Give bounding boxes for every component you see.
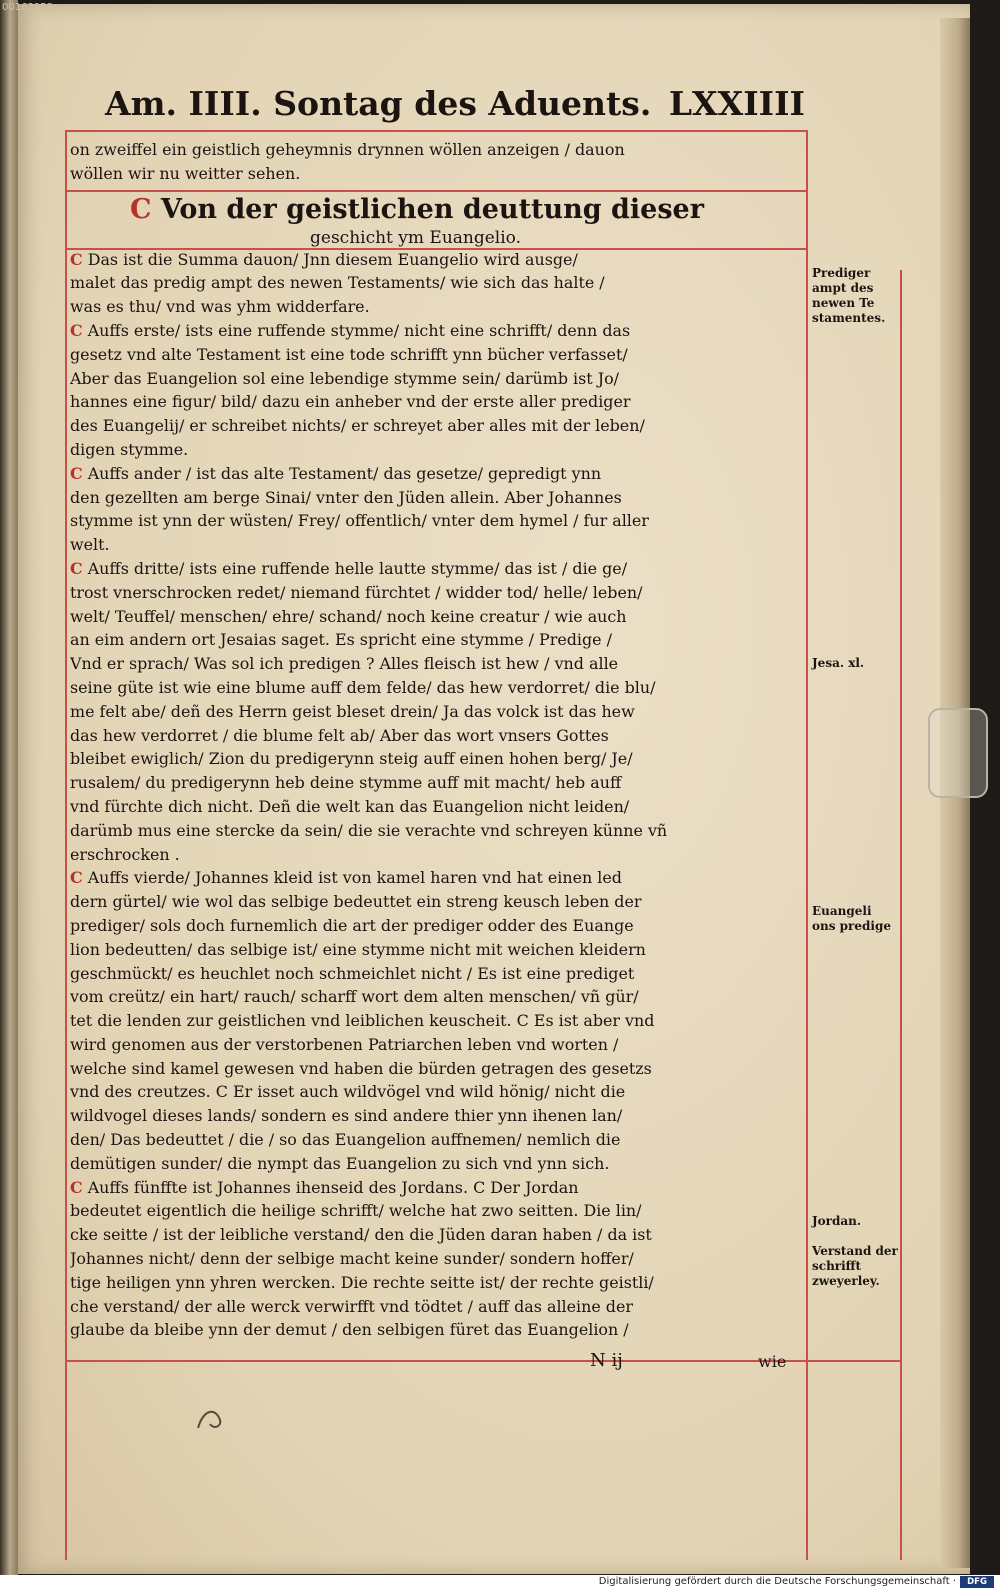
rule-top (65, 130, 807, 132)
text-line: che verstand/ der alle werck verwirfft vnd tödtet / auff das alleine der (70, 1296, 633, 1316)
text-line: hannes eine figur/ bild/ dazu ein anheber vnd der erste aller prediger (70, 392, 631, 412)
folio-number: LXXIIII (668, 84, 805, 123)
text-line: erschrocken . (70, 844, 180, 864)
catchword: wie (758, 1352, 787, 1371)
signature-mark: N ij (590, 1350, 623, 1371)
text-line: demütigen sunder/ die nympt das Euangelion zu sich vnd ynn sich. (70, 1153, 610, 1173)
ink-ornament-icon (190, 1398, 230, 1438)
text-line: seine güte ist wie eine blume auff dem felde/ das hew verdorret/ die blu/ (70, 677, 656, 697)
text-line: geschmückt/ es heuchlet noch schmeichlet nicht / Es ist eine prediget (70, 963, 635, 983)
margin-note: Verstand der schrifft zweyerley. (812, 1244, 898, 1288)
text-line: gesetz vnd alte Testament ist eine tode schrifft ynn bücher verfasset/ (70, 344, 628, 364)
pilcrow-icon: C (70, 320, 83, 340)
text-line: welt. (70, 535, 110, 555)
pilcrow-icon: C (70, 249, 83, 269)
margin-note: Prediger ampt des newen Te stamentes. (812, 266, 886, 325)
margin-note: Jesa. xl. (812, 656, 865, 670)
text-line: welche sind kamel gewesen vnd haben die bürden getragen des gesetzs (70, 1058, 652, 1078)
text-line: Aber das Euangelion sol eine lebendige stymme sein/ darümb ist Jo/ (70, 368, 620, 388)
text-line: digen stymme. (70, 439, 189, 459)
text-line: wöllen wir nu weitter sehen. (70, 163, 301, 183)
text-line: wird genomen aus der verstorbenen Patriarchen leben vnd worten / (70, 1034, 619, 1054)
text-line: cke seitte / ist der leibliche verstand/ den die Jüden daran haben / da ist (70, 1225, 652, 1245)
text-line: stymme ist ynn der wüsten/ Frey/ offentlich/ vnter dem hymel / fur aller (70, 511, 649, 531)
shelfmark: 00163958 (2, 2, 53, 13)
pilcrow-icon: C (70, 463, 83, 483)
text-line: prediger/ sols doch furnemlich die art der prediger odder des Euange (70, 915, 634, 935)
scanner-clip (928, 708, 988, 798)
text-line: lion bedeutten/ das selbige ist/ eine stymme nicht mit weichen kleidern (70, 939, 646, 959)
text-line: trost vnerschrocken redet/ niemand fürchtet / widder tod/ helle/ leben/ (70, 582, 643, 602)
rule-right (806, 130, 808, 1560)
text-line: on zweiffel ein geistlich geheymnis drynnen wöllen anzeigen / dauon (70, 140, 625, 159)
text-line: tige heiligen ynn yhren wercken. Die rechte seitte ist/ der rechte geistli/ (70, 1272, 654, 1292)
text-line: darümb mus eine stercke da sein/ die sie verachte vnd schreyen künne vñ (70, 820, 668, 840)
left-page-edge (0, 0, 18, 1575)
rule-margin (900, 270, 902, 1560)
text-line: Johannes nicht/ denn der selbige macht keine sunder/ sondern hoffer/ (70, 1249, 634, 1269)
dfg-logo: DFG (960, 1576, 994, 1588)
text-line: C Auffs ander / ist das alte Testament/ das gesetze/ gepredigt ynn (70, 463, 602, 483)
text-line: C Auffs fünffte ist Johannes ihenseid des Jordans. C Der Jordan (70, 1177, 579, 1197)
pilcrow-icon: C (130, 194, 152, 225)
text-line: dern gürtel/ wie wol das selbige bedeuttet ein streng keusch leben der (70, 892, 642, 912)
text-line: C Auffs dritte/ ists eine ruffende helle lautte stymme/ das ist / die ge/ (70, 558, 628, 578)
margin-note: Jordan. (812, 1214, 862, 1228)
heading-gap (70, 186, 804, 248)
section-subheading: geschicht ym Euangelio. (310, 228, 522, 248)
pilcrow-icon: C (70, 1177, 83, 1197)
text-line: me felt abe/ deñ des Herrn geist bleset drein/ Ja das volck ist das hew (70, 701, 635, 721)
text-line: C Das ist die Summa dauon/ Jnn diesem Euangelio wird ausge/ (70, 249, 578, 269)
text-line: vnd des creutzes. C Er isset auch wildvögel vnd wild hönig/ nicht die (70, 1082, 626, 1102)
text-line: an eim andern ort Jesaias saget. Es spricht eine stymme / Predige / (70, 630, 612, 650)
running-title: Am. IIII. Sontag des Aduents. (105, 84, 652, 123)
text-line: C Auffs erste/ ists eine ruffende stymme/ nicht eine schrifft/ denn das (70, 320, 631, 340)
text-line: vom creütz/ ein hart/ rauch/ scharff wort dem alten menschen/ vñ gür/ (70, 987, 639, 1007)
text-line: wildvogel dieses lands/ sondern es sind andere thier ynn ihenen lan/ (70, 1106, 623, 1126)
text-line: bleibet ewiglich/ Zion du predigerynn steig auff einen hohen berg/ Je/ (70, 749, 633, 769)
text-line: glaube da bleibe ynn der demut / den selbigen füret das Euangelion / (70, 1320, 629, 1340)
text-block (70, 138, 804, 1342)
text-line: welt/ Teuffel/ menschen/ ehre/ schand/ noch keine creatur / wie auch (70, 606, 627, 626)
margin-note: Euangeli ons predige (812, 904, 891, 933)
text-line: C Auffs vierde/ Johannes kleid ist von kamel haren vnd hat einen led (70, 868, 622, 888)
running-head (105, 84, 805, 123)
text-line: malet das predig ampt des newen Testaments/ wie sich das halte / (70, 273, 605, 293)
text-line: des Euangelij/ er schreibet nichts/ er schreyet aber alles mit der leben/ (70, 416, 645, 436)
text-line: bedeutet eigentlich die heilige schrifft/ welche hat zwo seitten. Die lin/ (70, 1201, 642, 1221)
text-line: was es thu/ vnd was yhm widderfare. (70, 297, 370, 317)
text-line: rusalem/ du predigerynn heb deine stymme auff mit macht/ heb auff (70, 773, 622, 793)
footer-credit: Digitalisierung gefördert durch die Deutsche Forschungsgemeinschaft · (598, 1576, 956, 1587)
section-heading-text: Von der geistlichen deuttung dieser (160, 194, 704, 225)
pilcrow-icon: C (70, 868, 83, 888)
text-line: den/ Das bedeuttet / die / so das Euangelion auffnemen/ nemlich die (70, 1130, 621, 1150)
text-line: Vnd er sprach/ Was sol ich predigen ? Alles fleisch ist hew / vnd alle (70, 654, 619, 674)
text-line: das hew verdorret / die blume felt ab/ Aber das wort vnsers Gottes (70, 725, 609, 745)
rule-left (65, 130, 67, 1560)
text-line: tet die lenden zur geistlichen vnd leiblichen keuscheit. C Es ist aber vnd (70, 1011, 655, 1031)
text-line: vnd fürchte dich nicht. Deñ die welt kan das Euangelion nicht leiden/ (70, 796, 630, 816)
text-line: den gezellten am berge Sinai/ vnter den Jüden allein. Aber Johannes (70, 487, 622, 507)
pilcrow-icon: C (70, 558, 83, 578)
